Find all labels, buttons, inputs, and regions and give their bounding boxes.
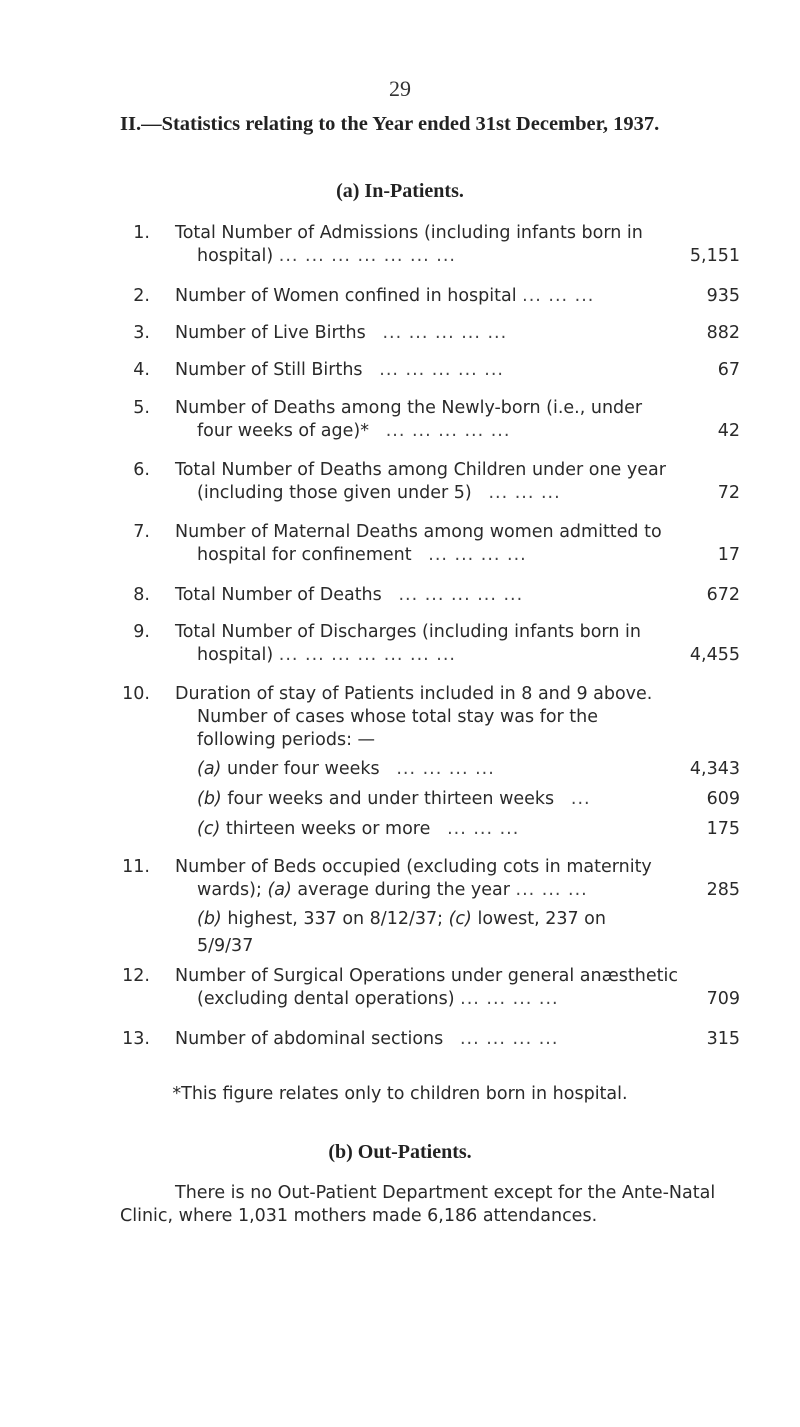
section-heading-out-patients: (b) Out-Patients. — [328, 1141, 472, 1163]
item-text: Number of Live Births — [175, 323, 366, 343]
leader-dots: ... ... ... ... ... ... ... — [278, 246, 456, 266]
leader-dots: ... ... ... ... — [460, 989, 559, 1009]
leader-dots: ... ... ... ... — [459, 1029, 559, 1049]
leader-dots: ... ... ... ... — [396, 759, 495, 779]
item-number: 13. — [122, 1029, 150, 1049]
leader-dots: ... — [570, 789, 591, 809]
item-value: 175 — [706, 819, 740, 839]
item-text: Number of Beds occupied (excluding cots in maternity — [175, 857, 652, 877]
item-value: 672 — [706, 585, 740, 605]
item-value: 882 — [706, 323, 740, 343]
item-number: 11. — [122, 857, 150, 877]
sub-item-text: under four weeks — [226, 759, 380, 779]
sub-item-label: (b) — [197, 909, 222, 929]
item-text: Total Number of Discharges (including infants born in — [175, 622, 641, 642]
sub-item — [197, 758, 740, 781]
item-text: hospital) — [197, 246, 274, 266]
item-text: following periods: — — [197, 730, 376, 750]
leader-dots: ... ... ... — [447, 819, 520, 839]
item-number: 6. — [133, 460, 150, 480]
item-text: Total Number of Deaths — [175, 585, 382, 605]
sub-item-label: (c) — [448, 909, 472, 929]
footnote: *This figure relates only to children born in hospital. — [172, 1084, 628, 1104]
item-number: 5. — [133, 398, 150, 418]
item-value: 4,455 — [689, 645, 740, 665]
item-text: Duration of stay of Patients included in 8 and 9 above. — [175, 684, 653, 704]
leader-dots: ... ... ... ... ... — [398, 585, 524, 605]
item-number: 10. — [122, 684, 150, 704]
sub-item-text: thirteen weeks or more — [225, 819, 431, 839]
item-value: 4,343 — [689, 759, 740, 779]
item-text: Number of abdominal sections — [175, 1029, 444, 1049]
item-value: 609 — [706, 789, 740, 809]
sub-item-label: (b) — [197, 789, 222, 809]
item-number: 9. — [133, 622, 150, 642]
item-text: Number of Still Births — [175, 360, 363, 380]
item-text: (excluding dental operations) — [197, 989, 455, 1009]
item-text: wards); — [197, 880, 268, 900]
page-number: 29 — [389, 76, 411, 101]
item-number: 2. — [133, 286, 150, 306]
item-value: 67 — [717, 360, 740, 380]
item-value: 935 — [706, 286, 740, 306]
item-number: 8. — [133, 585, 150, 605]
item-text: (including those given under 5) — [197, 483, 472, 503]
item-value: 5,151 — [689, 246, 740, 266]
item-number: 7. — [133, 522, 150, 542]
sub-item-label: (c) — [197, 819, 221, 839]
item-text: Number of Surgical Operations under general anæsthetic — [175, 966, 678, 986]
leader-dots: ... ... ... ... — [428, 545, 527, 565]
leader-dots: ... ... ... ... ... ... ... — [278, 645, 456, 665]
sub-item — [197, 788, 740, 811]
item-value: 285 — [706, 880, 740, 900]
leader-dots: ... ... ... — [522, 286, 595, 306]
leader-dots: ... ... ... ... ... — [382, 323, 508, 343]
item-text: lowest, 237 on — [471, 909, 606, 929]
item-value: 17 — [717, 545, 740, 565]
item-number: 12. — [122, 966, 150, 986]
item-text: hospital for confinement — [197, 545, 412, 565]
leader-dots: ... ... ... — [488, 483, 561, 503]
leader-dots: ... ... ... — [515, 880, 588, 900]
leader-dots: ... ... ... ... ... — [385, 421, 511, 441]
sub-item — [197, 818, 740, 841]
section-heading-in-patients: (a) In-Patients. — [336, 180, 464, 202]
leader-dots: ... ... ... ... ... — [379, 360, 504, 380]
item-number: 3. — [133, 323, 150, 343]
sub-item-text: four weeks and under thirteen weeks — [227, 789, 555, 809]
out-patients-paragraph: There is no Out-Patient Department except for the Ante-Natal Clinic, where 1,031 mothers made 6,186 attendances. — [120, 1183, 716, 1226]
page-title: II.—Statistics relating to the Year ended 31st December, 1937. — [120, 113, 660, 135]
item-text: four weeks of age)* — [197, 421, 369, 441]
item-number: 1. — [133, 223, 150, 243]
sub-item-label: (a) — [197, 759, 222, 779]
item-text: Number of cases whose total stay was for the — [197, 707, 599, 727]
item-text: hospital) — [197, 645, 274, 665]
sub-item-label: (a) — [267, 880, 292, 900]
item-text: highest, 337 on 8/12/37; — [221, 909, 449, 929]
item-text: average during the year — [291, 880, 510, 900]
item-text: 5/9/37 — [197, 936, 254, 956]
item-text: Number of Women confined in hospital — [175, 286, 517, 306]
item-value: 315 — [706, 1029, 740, 1049]
item-value: 709 — [706, 989, 740, 1009]
item-number: 4. — [133, 360, 150, 380]
item-value: 72 — [717, 483, 740, 503]
item-text: Total Number of Deaths among Children under one year — [175, 460, 666, 480]
item-value: 42 — [717, 421, 740, 441]
item-text: Number of Maternal Deaths among women admitted to — [175, 522, 662, 542]
item-text: Total Number of Admissions (including infants born in — [175, 223, 643, 243]
item-text: Number of Deaths among the Newly-born (i.e., under — [175, 398, 643, 418]
